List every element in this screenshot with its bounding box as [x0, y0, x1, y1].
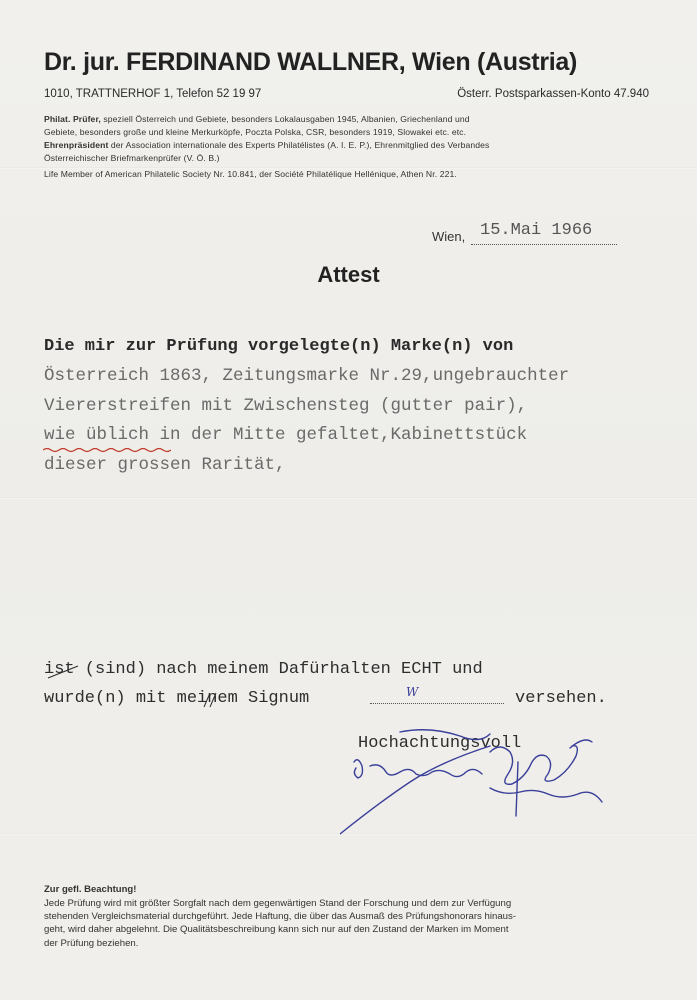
credential-line: Österreichischer Briefmarkenprüfer (V. Ö. B.) — [44, 153, 220, 163]
conclusion-line-1: ist (sind) nach meinem Dafürhalten ECHT und — [44, 660, 483, 679]
signum-mark: W — [406, 685, 419, 699]
date-line — [471, 244, 617, 245]
signum-line — [370, 703, 504, 704]
description-line: Viererstreifen mit Zwischensteg (gutter pair), — [44, 396, 528, 416]
letterhead-bank-account: Österr. Postsparkassen-Konto 47.940 — [457, 88, 649, 100]
description-line: Österreich 1863, Zeitungsmarke Nr.29,ungebrauchter — [44, 366, 570, 386]
strike-mark — [196, 689, 226, 709]
notice-line: der Prüfung beziehen. — [44, 938, 139, 949]
closing-text: Hochachtungsvoll — [358, 734, 522, 753]
paper-fold — [0, 497, 697, 499]
letterhead-name: Dr. jur. FERDINAND WALLNER, Wien (Austria) — [44, 48, 578, 76]
credential-line: Philat. Prüfer, speziell Österreich und Gebiete, besonders Lokalausgaben 1945, Albanien, Griechenland und — [44, 114, 470, 124]
credential-line: Ehrenpräsident der Association internationale des Experts Philatélistes (A. I. E. P.), Ehrenmitglied des Verbandes — [44, 140, 490, 150]
credential-line: Gebiete, besonders große und kleine Merkurköpfe, Poczta Polska, CSR, besonders 1919, Slowakei etc. etc. — [44, 127, 467, 137]
document-title: Attest — [317, 262, 380, 287]
intro-text: Die mir zur Prüfung vorgelegte(n) Marke(n) von — [44, 337, 514, 356]
conclusion-line-2b: versehen. — [515, 689, 607, 708]
notice-line: Jede Prüfung wird mit größter Sorgfalt nach dem gegenwärtigen Stand der Forschung und dem zur Verfügung — [44, 898, 512, 909]
certificate-date: 15.Mai 1966 — [480, 221, 593, 240]
handwritten-signature — [340, 722, 610, 842]
notice-title: Zur gefl. Beachtung! — [44, 884, 137, 895]
letterhead-address: 1010, TRATTNERHOF 1, Telefon 52 19 97 — [44, 88, 262, 100]
notice-line: stehenden Vergleichsmaterial durchgeführt. Jede Haftung, die über das Ausmaß des Prüfungshonorars hinaus- — [44, 911, 516, 922]
conclusion-line-2a: wurde(n) mit meinem Signum — [44, 689, 310, 708]
red-wavy-underline — [43, 447, 171, 453]
place-label: Wien, — [432, 229, 466, 244]
notice-line: geht, wird daher abgelehnt. Die Qualitätsbeschreibung kann sich nur auf den Zustand der Marken im Moment — [44, 924, 509, 935]
description-line: wie üblich in der Mitte gefaltet,Kabinettstück — [44, 425, 528, 445]
strike-mark — [44, 662, 84, 682]
description-line: dieser grossen Rarität, — [44, 455, 286, 475]
credential-line: Life Member of American Philatelic Society Nr. 10.841, der Société Philatélique Hellénique, Athen Nr. 221. — [44, 169, 457, 179]
